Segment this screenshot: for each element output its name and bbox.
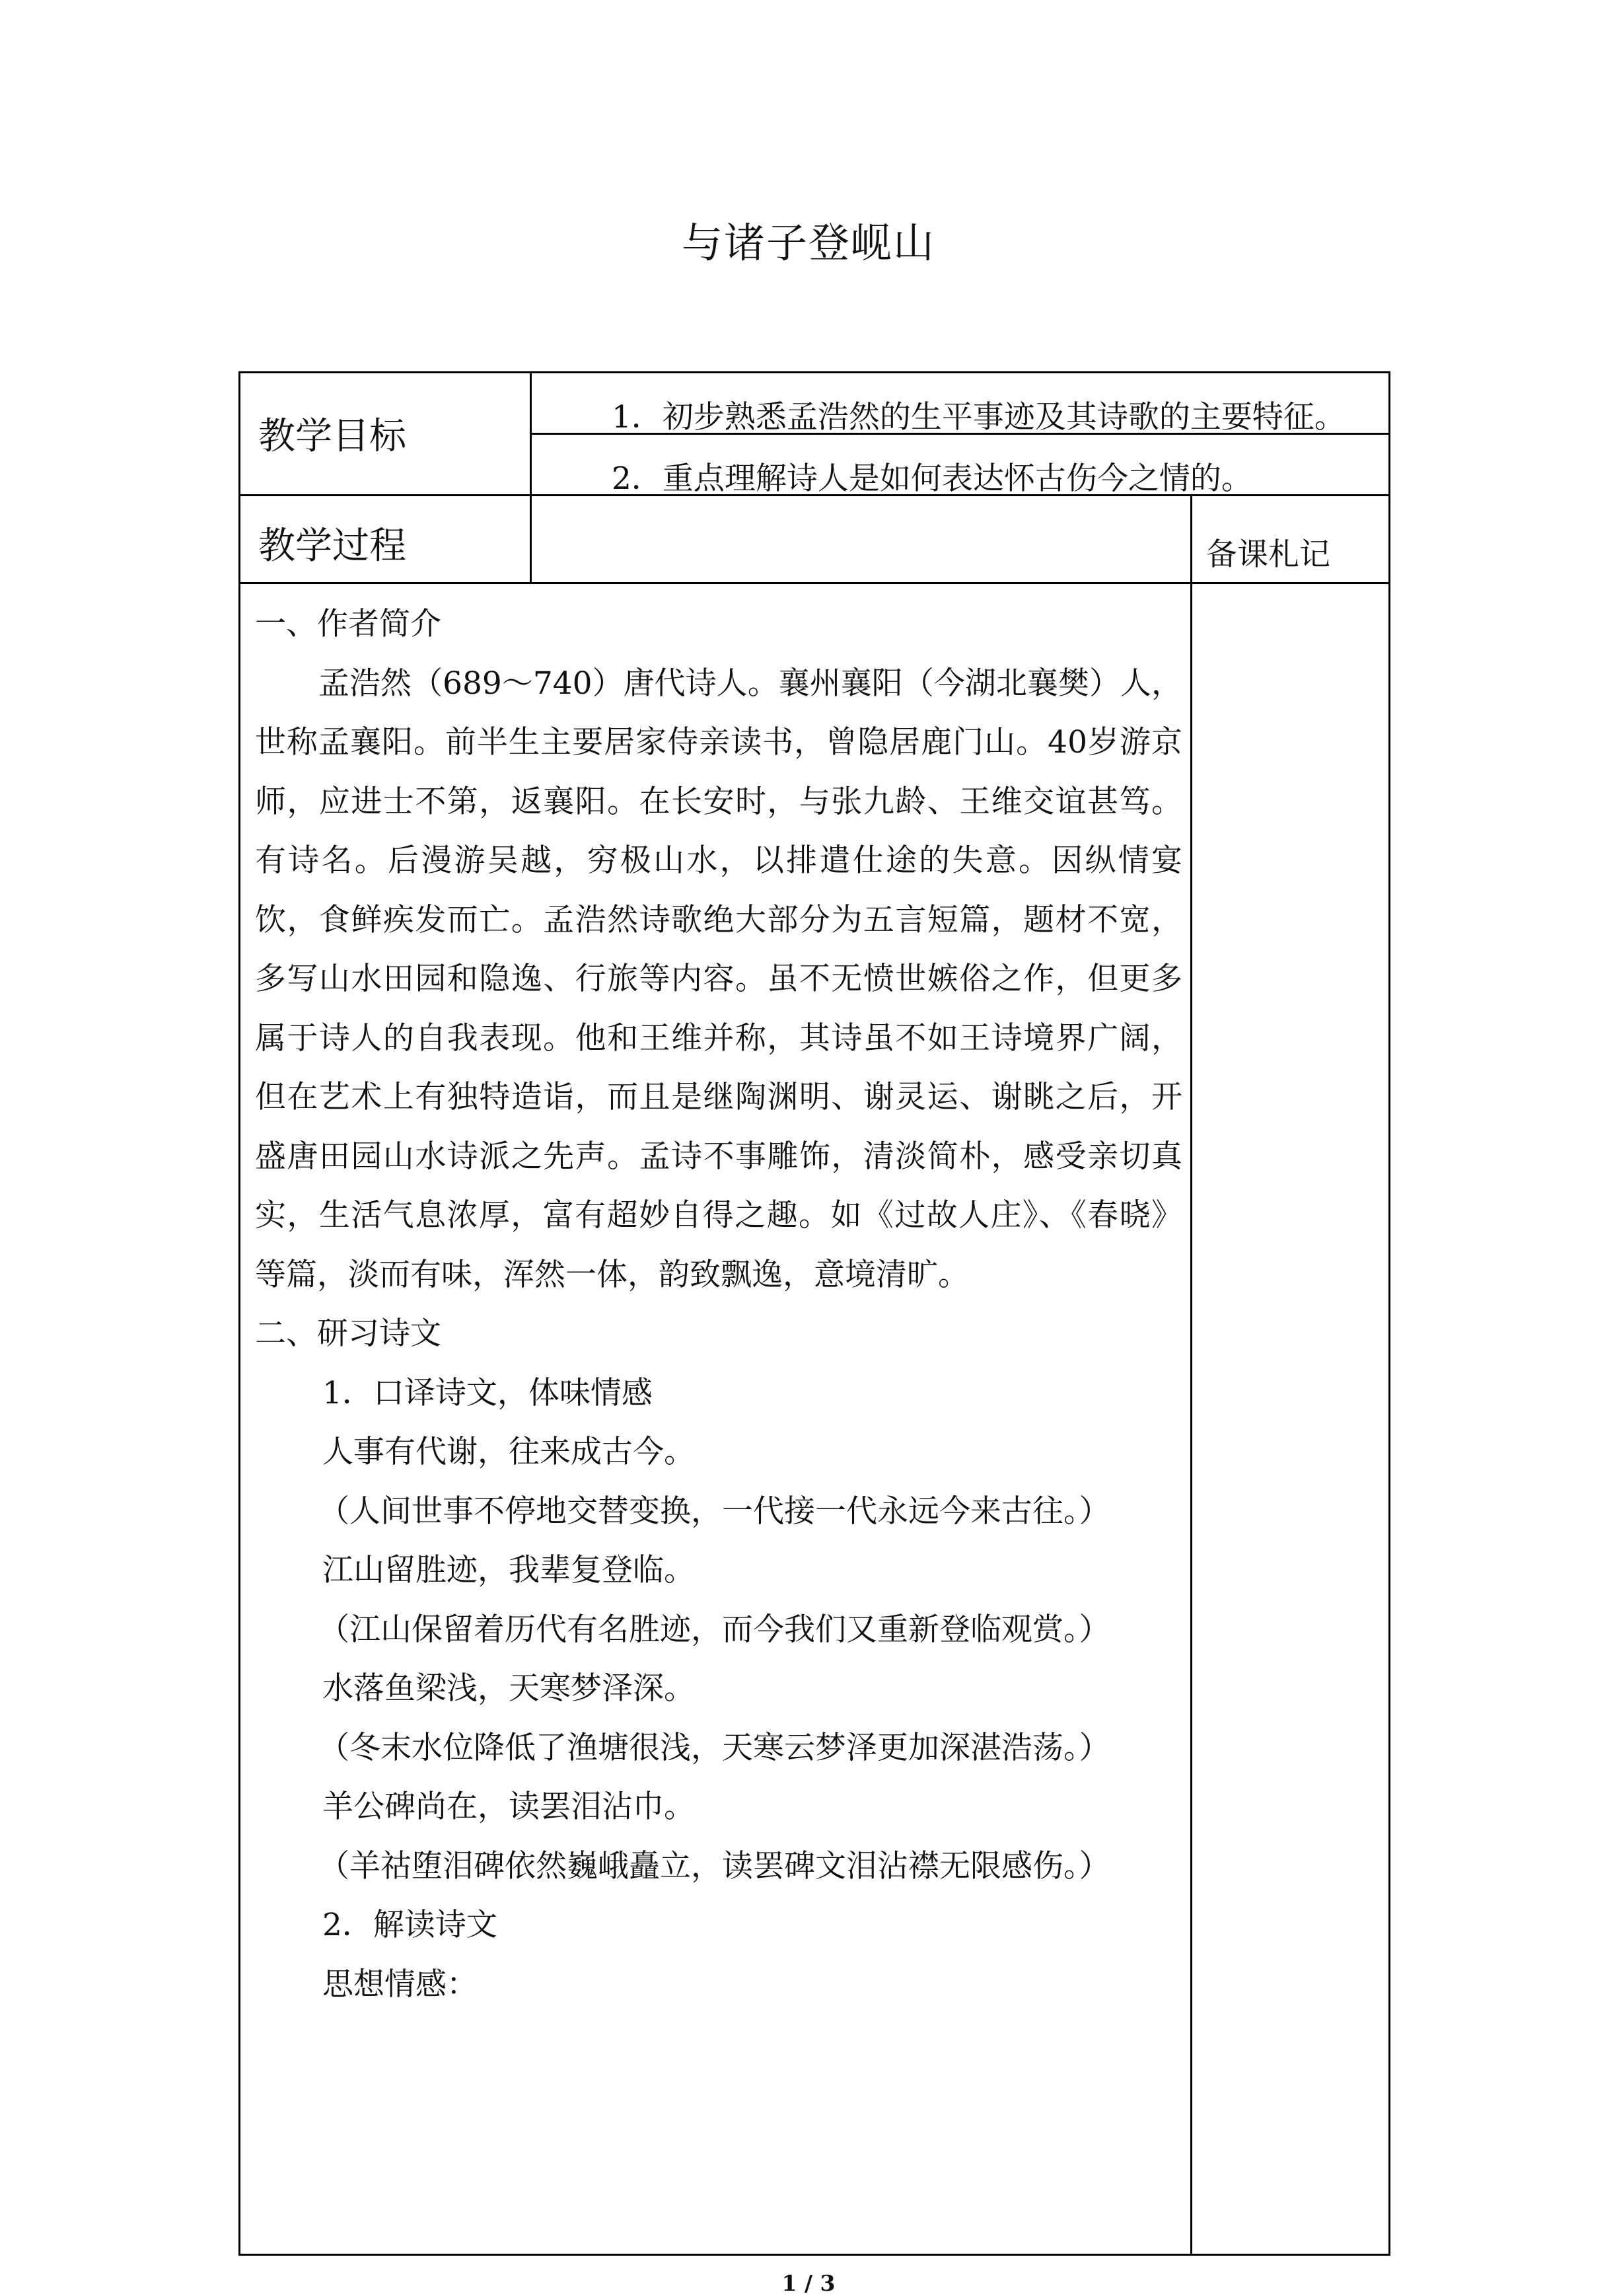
poem-line-4: 羊公碑尚在，读罢泪沾巾。: [322, 1789, 695, 1825]
poem-translation-4: （羊祜堕泪碑依然巍峨矗立，读罢碑文泪沾襟无限感伤。）: [318, 1847, 1110, 1884]
poem-line-2: 江山留胜迹，我辈复登临。: [322, 1552, 695, 1588]
objective-item-2: 2．重点理解诗人是如何表达怀古伤今之情的。: [612, 461, 1252, 497]
document-title: 与诸子登岘山: [681, 219, 935, 267]
poem-translation-1: （人间世事不停地交替变换，一代接一代永远今来古往。）: [318, 1493, 1110, 1530]
subheading-translate: 1．口译诗文，体味情感: [322, 1374, 653, 1411]
poem-translation-2: （江山保留着历代有名胜迹，而今我们又重新登临观赏。）: [318, 1611, 1110, 1648]
author-introduction: 孟浩然（689～740）唐代诗人。襄州襄阳（今湖北襄樊）人，世称孟襄阳。前半生主要居家侍亲读书，曾隐居鹿门山。40岁游京师，应进士不第，返襄阳。在长安时，与张九龄、王维交谊甚笃。有诗名。后漫游吴越，穷极山水，以排遣仕途的失意。因纵情宴饮，食鲜疾发而亡。孟浩然诗歌绝大部分为五言短篇，题材不宽，多写山水田园和隐逸、行旅等内容。虽不无愤世嫉俗之作，但更多属于诗人的自我表现。他和王维并称，其诗虽不如王诗境界广阔，但在艺术上有独特造诣，而且是继陶渊明、谢灵运、谢眺之后，开盛唐田园山水诗派之先声。孟诗不事雕饰，清淡简朴，感受亲切真实，生活气息浓厚，富有超妙自得之趣。如《过故人庄》、《春晓》等篇，淡而有味，浑然一体，韵致飘逸，意境清旷。: [255, 665, 1182, 1293]
poem-line-1: 人事有代谢，往来成古今。: [322, 1434, 695, 1470]
subheading-interpret: 2．解读诗文: [322, 1907, 497, 1943]
section-heading-study: 二、研习诗文: [255, 1315, 441, 1352]
lesson-content: [255, 595, 1182, 2014]
page-number: 1 / 3: [781, 2270, 836, 2296]
label-column-divider: [530, 371, 532, 584]
notes-column-divider: [1190, 494, 1192, 2256]
notes-label: 备课札记: [1206, 537, 1330, 573]
poem-line-3: 水落鱼梁浅，天寒梦泽深。: [322, 1670, 695, 1707]
objectives-label: 教学目标: [258, 415, 406, 458]
objective-item-1: 1．初步熟悉孟浩然的生平事迹及其诗歌的主要特征。: [612, 399, 1346, 435]
header-row-bottom-border: [238, 582, 1390, 584]
section-heading-author: 一、作者简介: [255, 606, 441, 642]
thoughts-label: 思想情感：: [322, 1966, 478, 2003]
poem-translation-3: （冬末水位降低了渔塘很浅，天寒云梦泽更加深湛浩荡。）: [318, 1729, 1110, 1766]
process-label: 教学过程: [258, 525, 406, 568]
